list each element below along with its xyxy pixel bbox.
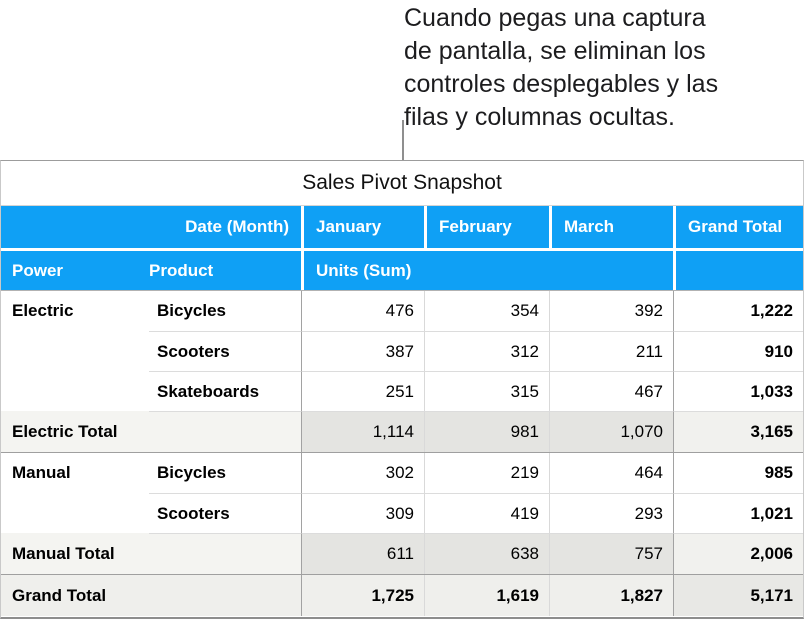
grand-total-total-cell: 5,171 — [673, 575, 803, 616]
product-cell: Scooters — [149, 493, 301, 533]
value-cell: 392 — [549, 291, 673, 331]
subtotal-value-cell: 1,070 — [549, 411, 673, 452]
product-cell: Bicycles — [149, 453, 301, 493]
subtotal-label-cell: Manual Total — [1, 533, 149, 574]
annotation-line: de pantalla, se eliminan los — [404, 37, 706, 65]
row-fields-header — [1, 251, 301, 290]
grand-total-row — [1, 574, 803, 616]
product-cell: Bicycles — [149, 291, 301, 331]
value-cell: 251 — [301, 371, 424, 411]
power-cell — [1, 331, 149, 371]
subtotal-value-cell: 611 — [301, 533, 424, 574]
product-cell: Scooters — [149, 331, 301, 371]
empty-header-cell — [673, 251, 803, 290]
header-row-fields — [1, 251, 803, 290]
table-row — [1, 493, 803, 533]
power-header: Power — [12, 260, 64, 280]
empty-cell — [149, 533, 301, 574]
grand-total-header: Grand Total — [673, 206, 803, 248]
empty-cell — [149, 411, 301, 452]
grand-total-value-cell: 1,725 — [301, 575, 424, 616]
subtotal-total-cell: 3,165 — [673, 411, 803, 452]
value-cell: 219 — [424, 453, 549, 493]
subtotal-value-cell: 757 — [549, 533, 673, 574]
pivot-table — [0, 160, 804, 619]
table-row — [1, 331, 803, 371]
subtotal-row — [1, 533, 803, 574]
grand-total-value-cell: 1,827 — [549, 575, 673, 616]
subtotal-total-cell: 2,006 — [673, 533, 803, 574]
table-row — [1, 452, 803, 493]
value-cell: 419 — [424, 493, 549, 533]
grand-total-label-cell: Grand Total — [1, 575, 149, 616]
subtotal-value-cell: 981 — [424, 411, 549, 452]
value-cell: 464 — [549, 453, 673, 493]
value-cell: 354 — [424, 291, 549, 331]
table-title: Sales Pivot Snapshot — [1, 161, 803, 206]
table-header — [1, 206, 803, 291]
annotation-text — [404, 2, 800, 134]
row-total-cell: 1,033 — [673, 371, 803, 411]
empty-cell — [149, 575, 301, 616]
subtotal-row — [1, 411, 803, 452]
value-cell: 312 — [424, 331, 549, 371]
value-cell: 315 — [424, 371, 549, 411]
value-cell: 476 — [301, 291, 424, 331]
value-cell: 211 — [549, 331, 673, 371]
table-row — [1, 371, 803, 411]
value-cell: 309 — [301, 493, 424, 533]
product-cell: Skateboards — [149, 371, 301, 411]
subtotal-label-cell: Electric Total — [1, 411, 149, 452]
annotation-line: Cuando pegas una captura — [404, 4, 706, 32]
value-cell: 302 — [301, 453, 424, 493]
power-cell — [1, 493, 149, 533]
power-cell: Electric — [1, 291, 149, 331]
units-sum-header: Units (Sum) — [301, 251, 673, 290]
value-cell: 387 — [301, 331, 424, 371]
january-header: January — [301, 206, 424, 248]
row-total-cell: 1,021 — [673, 493, 803, 533]
grand-total-value-cell: 1,619 — [424, 575, 549, 616]
subtotal-value-cell: 638 — [424, 533, 549, 574]
annotation-line: controles desplegables y las — [404, 70, 719, 98]
table-row — [1, 291, 803, 331]
row-total-cell: 910 — [673, 331, 803, 371]
power-cell — [1, 371, 149, 411]
row-total-cell: 1,222 — [673, 291, 803, 331]
february-header: February — [424, 206, 549, 248]
row-total-cell: 985 — [673, 453, 803, 493]
march-header: March — [549, 206, 673, 248]
callout-line — [402, 120, 404, 161]
power-cell: Manual — [1, 453, 149, 493]
annotation-line: filas y columnas ocultas. — [404, 103, 675, 131]
date-month-header: Date (Month) — [1, 206, 301, 248]
product-header: Product — [149, 260, 214, 280]
header-row-months — [1, 206, 803, 248]
value-cell: 293 — [549, 493, 673, 533]
subtotal-value-cell: 1,114 — [301, 411, 424, 452]
value-cell: 467 — [549, 371, 673, 411]
